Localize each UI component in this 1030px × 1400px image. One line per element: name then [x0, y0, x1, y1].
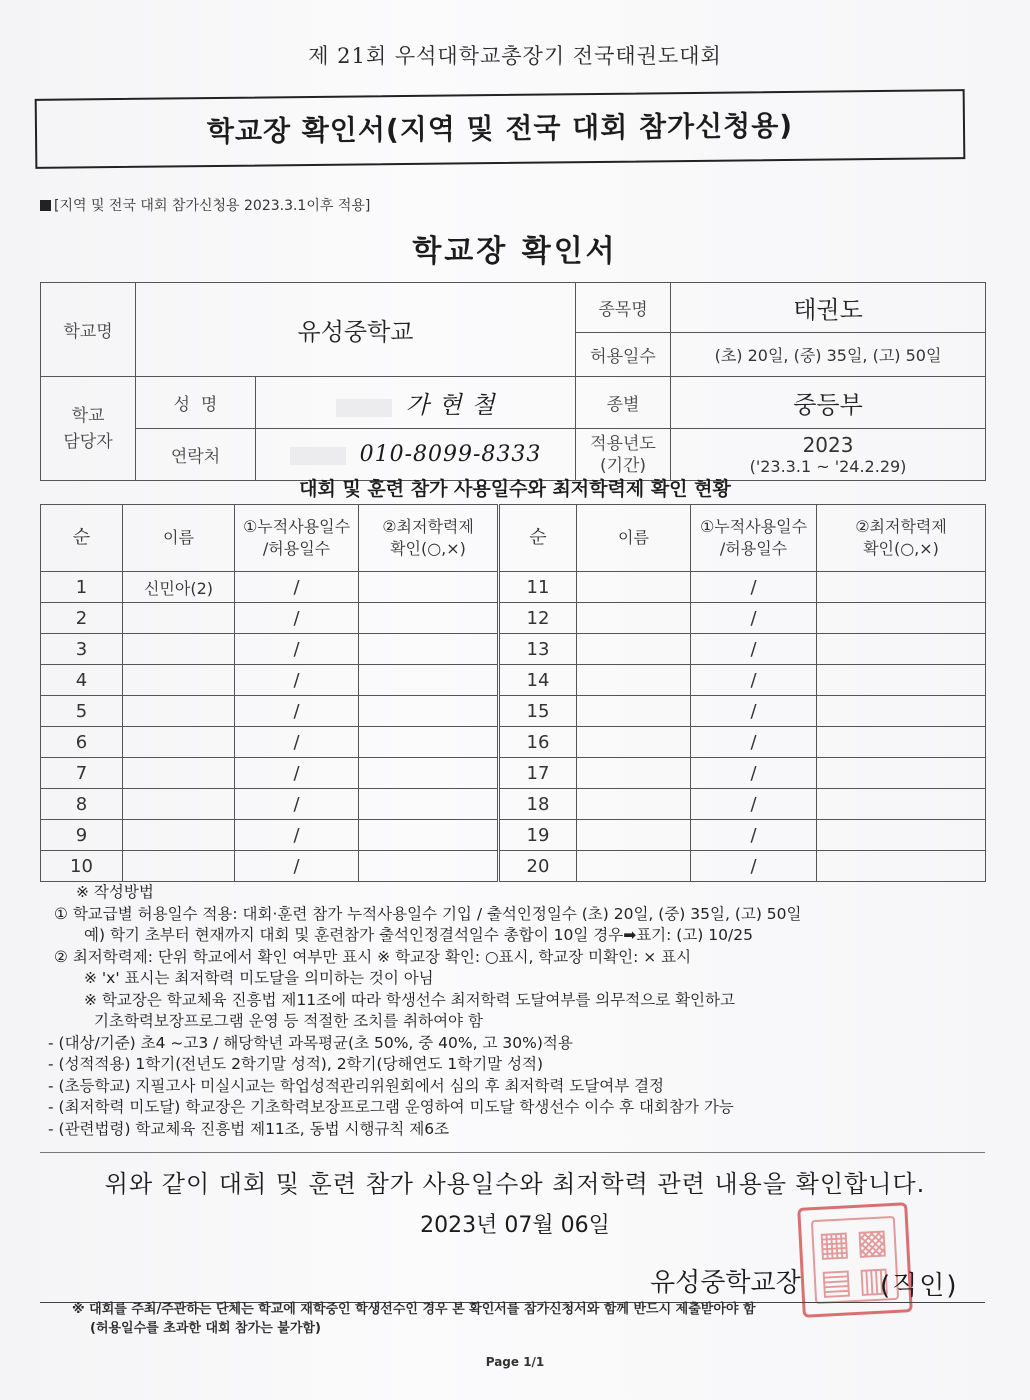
days-cell: / — [235, 572, 359, 603]
name-cell — [256, 377, 576, 429]
academic-cell — [817, 572, 986, 603]
period-value: ('23.3.1 ~ '24.2.29) — [749, 457, 907, 476]
seq-cell: 17 — [499, 758, 577, 789]
seal-glyph-icon: ▩ — [855, 1221, 890, 1263]
sport-label: 종목명 — [576, 283, 671, 333]
name-cell — [577, 820, 691, 851]
document-title-box — [35, 89, 966, 169]
name-cell: 신민아(2) — [123, 572, 235, 603]
header-name: 이름 — [123, 505, 235, 572]
name-cell — [577, 603, 691, 634]
academic-cell — [817, 603, 986, 634]
confirmation-statement: 위와 같이 대회 및 훈련 참가 사용일수와 최저학력 관련 내용을 확인합니다. — [104, 1170, 926, 1198]
table-row — [41, 634, 986, 665]
days-cell: / — [691, 665, 817, 696]
seq-cell: 7 — [41, 758, 123, 789]
table-row — [41, 603, 986, 634]
days-cell: / — [235, 603, 359, 634]
seq-cell: 12 — [499, 603, 577, 634]
academic-cell — [359, 696, 499, 727]
table-row — [41, 758, 986, 789]
division-value: 중등부 — [671, 377, 986, 429]
name-cell — [123, 727, 235, 758]
table-row — [41, 789, 986, 820]
table-row — [41, 665, 986, 696]
instructions — [48, 882, 962, 1140]
days-cell: / — [235, 665, 359, 696]
applicability-note-text: [지역 및 전국 대회 참가신청용 2023.3.1이후 적용] — [54, 198, 371, 214]
phone-cell — [256, 429, 576, 481]
seq-cell: 2 — [41, 603, 123, 634]
academic-cell — [817, 665, 986, 696]
seq-cell: 15 — [499, 696, 577, 727]
academic-cell — [817, 727, 986, 758]
table-row — [41, 572, 986, 603]
header-seq: 순 — [499, 505, 577, 572]
name-cell — [123, 603, 235, 634]
redaction-mark — [336, 399, 392, 417]
section-title: 대회 및 훈련 참가 사용일수와 최저학력제 확인 현황 — [299, 478, 731, 500]
school-name-value: 유성중학교 — [136, 283, 576, 377]
table-row — [41, 820, 986, 851]
academic-cell — [359, 727, 499, 758]
seal-mark-text: (직인) — [880, 1271, 959, 1301]
days-cell: / — [235, 634, 359, 665]
allowed-days-value: (초) 20일, (중) 35일, (고) 50일 — [671, 333, 986, 377]
seq-cell: 10 — [41, 851, 123, 882]
year-cell — [671, 429, 986, 481]
academic-cell — [359, 820, 499, 851]
days-cell: / — [235, 820, 359, 851]
principal-title: 유성중학교장 — [650, 1268, 801, 1298]
seq-cell: 6 — [41, 727, 123, 758]
square-bullet-icon — [40, 200, 51, 211]
instruction-item-2: ② 최저학력제: 단위 학교에서 확인 여부만 표시 ※ 학교장 확인: ○표시, 학교장 미확인: × 표시 — [54, 947, 692, 966]
header-seq: 순 — [41, 505, 123, 572]
page-number: Page 1/1 — [485, 1355, 545, 1369]
days-cell: / — [691, 758, 817, 789]
info-table — [40, 282, 986, 481]
instruction-dash-item: - (대상/기준) 초4 ~고3 / 해당학년 과목평균(초 50%, 중 40%, 고 30%)적용 — [48, 1033, 573, 1052]
name-cell — [123, 696, 235, 727]
academic-cell — [359, 634, 499, 665]
days-cell: / — [235, 727, 359, 758]
form-title: 학교장 확인서 — [412, 234, 618, 269]
academic-cell — [817, 789, 986, 820]
seal-glyph-icon: ▦ — [817, 1223, 852, 1265]
days-cell: / — [235, 851, 359, 882]
name-cell — [577, 696, 691, 727]
seq-cell: 3 — [41, 634, 123, 665]
contact-person-label: 학교 담당자 — [41, 377, 136, 481]
seq-cell: 19 — [499, 820, 577, 851]
phone-label: 연락처 — [136, 429, 256, 481]
applicability-note — [40, 195, 370, 215]
footnote — [72, 1300, 972, 1338]
days-cell: / — [691, 820, 817, 851]
seq-cell: 16 — [499, 727, 577, 758]
name-cell — [577, 727, 691, 758]
academic-cell — [817, 758, 986, 789]
table-row — [41, 727, 986, 758]
sport-value: 태권도 — [671, 283, 986, 333]
footnote-line: ※ 대회를 주최/주관하는 단체는 학교에 재학중인 학생선수인 경우 본 확인서를 참가신청서와 함께 반드시 제출받아야 함 — [72, 1302, 756, 1317]
academic-cell — [359, 789, 499, 820]
days-cell: / — [235, 789, 359, 820]
seq-cell: 4 — [41, 665, 123, 696]
seal-glyph-icon: ▤ — [819, 1261, 854, 1303]
seq-cell: 14 — [499, 665, 577, 696]
seq-cell: 13 — [499, 634, 577, 665]
academic-cell — [359, 603, 499, 634]
footnote-line: (허용일수를 초과한 대회 참가는 불가함) — [90, 1321, 321, 1336]
division-label: 종별 — [576, 377, 671, 429]
name-label: 성 명 — [136, 377, 256, 429]
header-days: ①누적사용일수 /허용일수 — [235, 505, 359, 572]
year-label: 적용년도 (기간) — [576, 429, 671, 481]
instruction-dash-item: - (관련법령) 학교체육 진흥법 제11조, 동법 시행규칙 제6조 — [48, 1119, 450, 1138]
header-academic: ②최저학력제 확인(○,×) — [817, 505, 986, 572]
academic-cell — [817, 634, 986, 665]
academic-cell — [359, 758, 499, 789]
name-value: 가 현 철 — [405, 391, 496, 419]
name-cell — [577, 665, 691, 696]
instruction-item-1-example: 예) 학기 초부터 현재까지 대회 및 훈련참가 출석인정결석일수 총합이 10일 경우➡표기: (고) 10/25 — [84, 926, 753, 944]
table-header-row — [41, 505, 986, 572]
instruction-item-2-note: ※ 학교장은 학교체육 진흥법 제11조에 따라 학생선수 최저학력 도달여부를 의무적으로 확인하고 — [84, 990, 735, 1009]
name-cell — [123, 820, 235, 851]
days-cell: / — [691, 603, 817, 634]
document-box-title: 학교장 확인서(지역 및 전국 대회 참가신청용) — [206, 108, 794, 149]
instruction-item-2-note: 기초학력보장프로그램 운영 등 적절한 조치를 취하여야 함 — [94, 1012, 483, 1030]
days-cell: / — [235, 696, 359, 727]
days-cell: / — [691, 696, 817, 727]
academic-cell — [817, 851, 986, 882]
days-cell: / — [691, 634, 817, 665]
name-cell — [123, 851, 235, 882]
seq-cell: 20 — [499, 851, 577, 882]
name-cell — [577, 572, 691, 603]
instruction-dash-item: - (초등학교) 지필고사 미실시교는 학업성적관리위원회에서 심의 후 최저학력 도달여부 결정 — [48, 1076, 665, 1095]
name-cell — [577, 758, 691, 789]
table-row — [41, 696, 986, 727]
divider — [40, 1152, 985, 1153]
name-cell — [577, 634, 691, 665]
year-value: 2023 — [802, 433, 854, 457]
seq-cell: 9 — [41, 820, 123, 851]
instruction-dash-item: - (최저학력 미도달) 학교장은 기초학력보장프로그램 운영하여 미도달 학생선수 이수 후 대회참가 가능 — [48, 1098, 734, 1116]
header-days: ①누적사용일수 /허용일수 — [691, 505, 817, 572]
academic-cell — [817, 696, 986, 727]
name-cell — [577, 789, 691, 820]
seq-cell: 1 — [41, 572, 123, 603]
academic-cell — [359, 572, 499, 603]
academic-cell — [817, 820, 986, 851]
issue-date: 2023년 07월 06일 — [420, 1213, 610, 1238]
academic-cell — [359, 851, 499, 882]
school-name-label: 학교명 — [41, 283, 136, 377]
days-cell: / — [691, 851, 817, 882]
academic-cell — [359, 665, 499, 696]
name-cell — [577, 851, 691, 882]
name-cell — [123, 634, 235, 665]
seq-cell: 18 — [499, 789, 577, 820]
table-row — [41, 851, 986, 882]
seq-cell: 5 — [41, 696, 123, 727]
instruction-item-1: ① 학교급별 허용일수 적용: 대회·훈련 참가 누적사용일수 기입 / 출석인정일수 (초) 20일, (중) 35일, (고) 50일 — [54, 904, 802, 923]
name-cell — [123, 758, 235, 789]
phone-value: 010-8099-8333 — [359, 442, 542, 467]
redaction-mark — [290, 447, 346, 465]
days-cell: / — [235, 758, 359, 789]
header-name: 이름 — [577, 505, 691, 572]
seq-cell: 11 — [499, 572, 577, 603]
name-cell — [123, 665, 235, 696]
allowed-days-label: 허용일수 — [576, 333, 671, 377]
days-cell: / — [691, 727, 817, 758]
participation-table — [40, 504, 986, 882]
event-title: 제 21회 우석대학교총장기 전국태권도대회 — [308, 44, 722, 68]
seal-glyph-icon: ▥ — [857, 1259, 892, 1301]
days-cell: / — [691, 572, 817, 603]
instructions-heading: ※ 작성방법 — [76, 883, 154, 901]
header-academic: ②최저학력제 확인(○,×) — [359, 505, 499, 572]
days-cell: / — [691, 789, 817, 820]
seq-cell: 8 — [41, 789, 123, 820]
name-cell — [123, 789, 235, 820]
instruction-dash-item: - (성적적용) 1학기(전년도 2학기말 성적), 2학기(당해연도 1학기말 성적) — [48, 1055, 544, 1073]
instruction-item-2-note: ※ 'x' 표시는 최저학력 미도달을 의미하는 것이 아님 — [84, 969, 434, 987]
